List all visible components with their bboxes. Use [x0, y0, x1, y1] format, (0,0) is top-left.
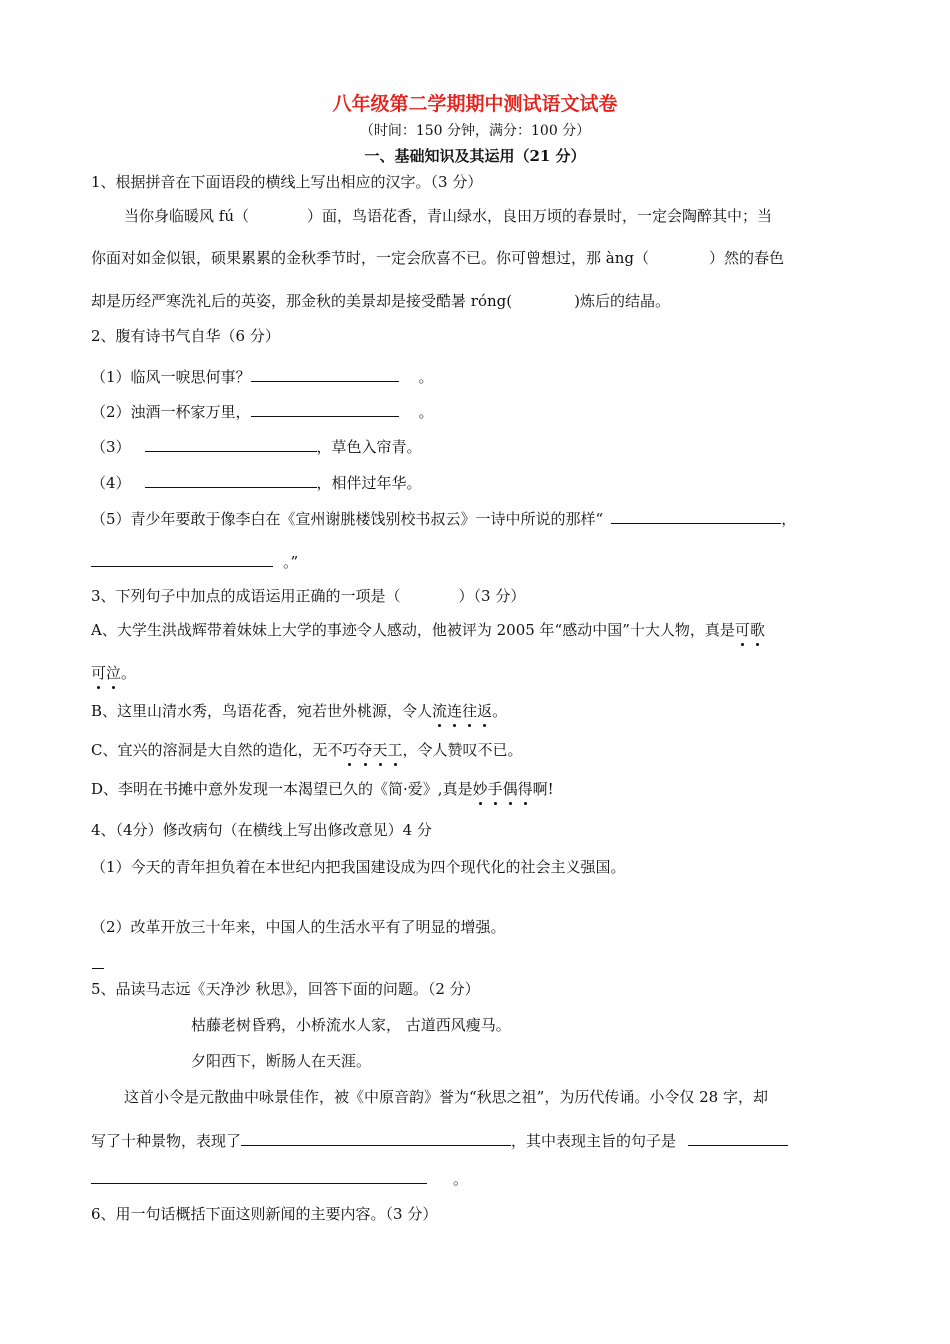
dotted-char: 手 [487, 780, 503, 798]
dotted-char: 泣 [106, 664, 122, 682]
q2-prompt: （1）临风一唳思何事？ [91, 368, 251, 386]
q2-item-4 [91, 472, 422, 493]
q5-stem: 5、品读马志远《天净沙 秋思》，回答下面的问题。（2 分） [91, 980, 480, 998]
exam-title: 八年级第二学期期中测试语文试卷 [332, 93, 618, 115]
q3-option-d [91, 779, 554, 799]
q2-item-2 [91, 401, 434, 422]
q5-text: 写了十种景物，表现了 [91, 1132, 242, 1150]
q3-stem-text: ）（3 分） [458, 587, 526, 605]
dotted-char: 往 [462, 702, 478, 720]
option-text: ，令人赞叹不已。 [402, 741, 523, 759]
q1-text: ）面，鸟语花香，青山绿水，良田万顷的春景时，一定会陶醉其中；当 [306, 207, 772, 225]
option-text: C、宜兴的溶洞是大自然的造化，无不 [91, 741, 343, 759]
dotted-char: 歌 [749, 621, 765, 639]
q2-item-5-cont [91, 551, 298, 572]
dotted-char: 妙 [472, 780, 488, 798]
answer-blank[interactable] [91, 551, 273, 567]
q1-line-1 [124, 206, 772, 226]
q5-text: 。 [453, 1170, 469, 1188]
option-text: D、李明在书摊中意外发现一本渴望已久的《简·爱》,真是 [91, 780, 473, 798]
option-text: 。 [492, 702, 508, 720]
short-rule [92, 968, 104, 969]
q2-prompt: （5）青少年要敢于像李白在《宣州谢朓楼饯别校书叔云》一诗中所说的那样“ [91, 510, 604, 528]
q2-item-1 [91, 366, 434, 387]
poem-line-1: 枯藤老树昏鸦，小桥流水人家， 古道西风瘦马。 [191, 1016, 511, 1034]
section-heading: 一、基础知识及其运用（21 分） [364, 147, 586, 165]
q4-sentence-1: （1）今天的青年担负着在本世纪内把我国建设成为四个现代化的社会主义强国。 [91, 858, 626, 876]
dotted-char: 可 [734, 621, 750, 639]
dotted-char: 流 [432, 702, 448, 720]
q1-text: 当你身临暖风 fú（ [124, 207, 249, 225]
q4-sentence-2: （2）改革开放三十年来，中国人的生活水平有了明显的增强。 [91, 918, 506, 936]
exam-subtitle: （时间：150 分钟，满分：100 分） [359, 123, 591, 139]
answer-blank[interactable] [91, 1168, 427, 1184]
q3-option-b [91, 701, 507, 721]
q1-line-2 [91, 248, 784, 268]
q5-passage-1: 这首小令是元散曲中咏景佳作，被《中原音韵》誉为“秋思之祖”，为历代传诵。小令仅 28 字，却 [124, 1088, 768, 1106]
q3-stem [91, 586, 525, 606]
q2-prompt: ，草色入帘青。 [316, 438, 422, 456]
q2-prompt: （2）浊酒一杯家万里， [91, 403, 251, 421]
q3-option-a [91, 620, 765, 640]
dotted-char: 返 [477, 702, 493, 720]
q5-passage-2 [91, 1130, 788, 1151]
answer-blank[interactable] [251, 401, 399, 417]
q5-passage-3 [91, 1168, 468, 1189]
dotted-char: 可 [91, 664, 107, 682]
option-text: B、这里山清水秀，鸟语花香，宛若世外桃源，令人 [91, 702, 433, 720]
q5-text: ，其中表现主旨的句子是 [511, 1132, 677, 1150]
q1-text: 你面对如金似银，硕果累累的金秋季节时，一定会欣喜不已。你可曾想过，那 àng（ [91, 249, 649, 267]
q1-text: 却是历经严寒洗礼后的英姿，那金秋的美景却是接受酷暑 róng( [91, 292, 513, 310]
dotted-char: 夺 [357, 741, 373, 759]
answer-blank[interactable] [241, 1130, 511, 1146]
option-text: 啊! [532, 780, 554, 798]
dotted-char: 偶 [502, 780, 518, 798]
q1-line-3 [91, 291, 670, 311]
option-text: 。 [121, 664, 137, 682]
q2-punct: 。” [283, 553, 299, 571]
answer-blank[interactable] [145, 472, 317, 488]
q6-stem: 6、用一句话概括下面这则新闻的主要内容。（3 分） [91, 1205, 438, 1223]
poem-line-2: 夕阳西下，断肠人在天涯。 [191, 1052, 372, 1070]
q2-punct: 。 [418, 368, 434, 386]
q2-prompt: （3） [91, 438, 131, 456]
answer-blank[interactable] [145, 436, 317, 452]
answer-blank[interactable] [611, 508, 781, 524]
q2-prompt: ，相伴过年华。 [316, 474, 422, 492]
q1-stem: 1、根据拼音在下面语段的横线上写出相应的汉字。（3 分） [91, 173, 483, 191]
q2-item-3 [91, 436, 422, 457]
q1-text: ）然的春色 [708, 249, 784, 267]
option-text: A、大学生洪战辉带着妹妹上大学的事迹令人感动，他被评为 2005 年“感动中国”十大人物，真是 [91, 621, 735, 639]
q3-stem-text: 3、下列句子中加点的成语运用正确的一项是（ [91, 587, 401, 605]
q4-stem: 4、（4分）修改病句（在横线上写出修改意见）4 分 [91, 821, 432, 839]
q3-option-a-cont [91, 663, 136, 683]
q2-punct: ， [781, 510, 797, 528]
dotted-char: 天 [372, 741, 388, 759]
q2-stem: 2、腹有诗书气自华（6 分） [91, 327, 280, 345]
q1-text: )炼后的结晶。 [574, 292, 670, 310]
dotted-char: 得 [517, 780, 533, 798]
answer-blank[interactable] [251, 366, 399, 382]
dotted-char: 连 [447, 702, 463, 720]
dotted-char: 工 [387, 741, 403, 759]
q2-prompt: （4） [91, 474, 131, 492]
q3-option-c [91, 740, 523, 760]
q2-punct: 。 [418, 403, 434, 421]
answer-blank[interactable] [688, 1130, 788, 1146]
dotted-char: 巧 [342, 741, 358, 759]
q2-item-5 [91, 508, 796, 529]
